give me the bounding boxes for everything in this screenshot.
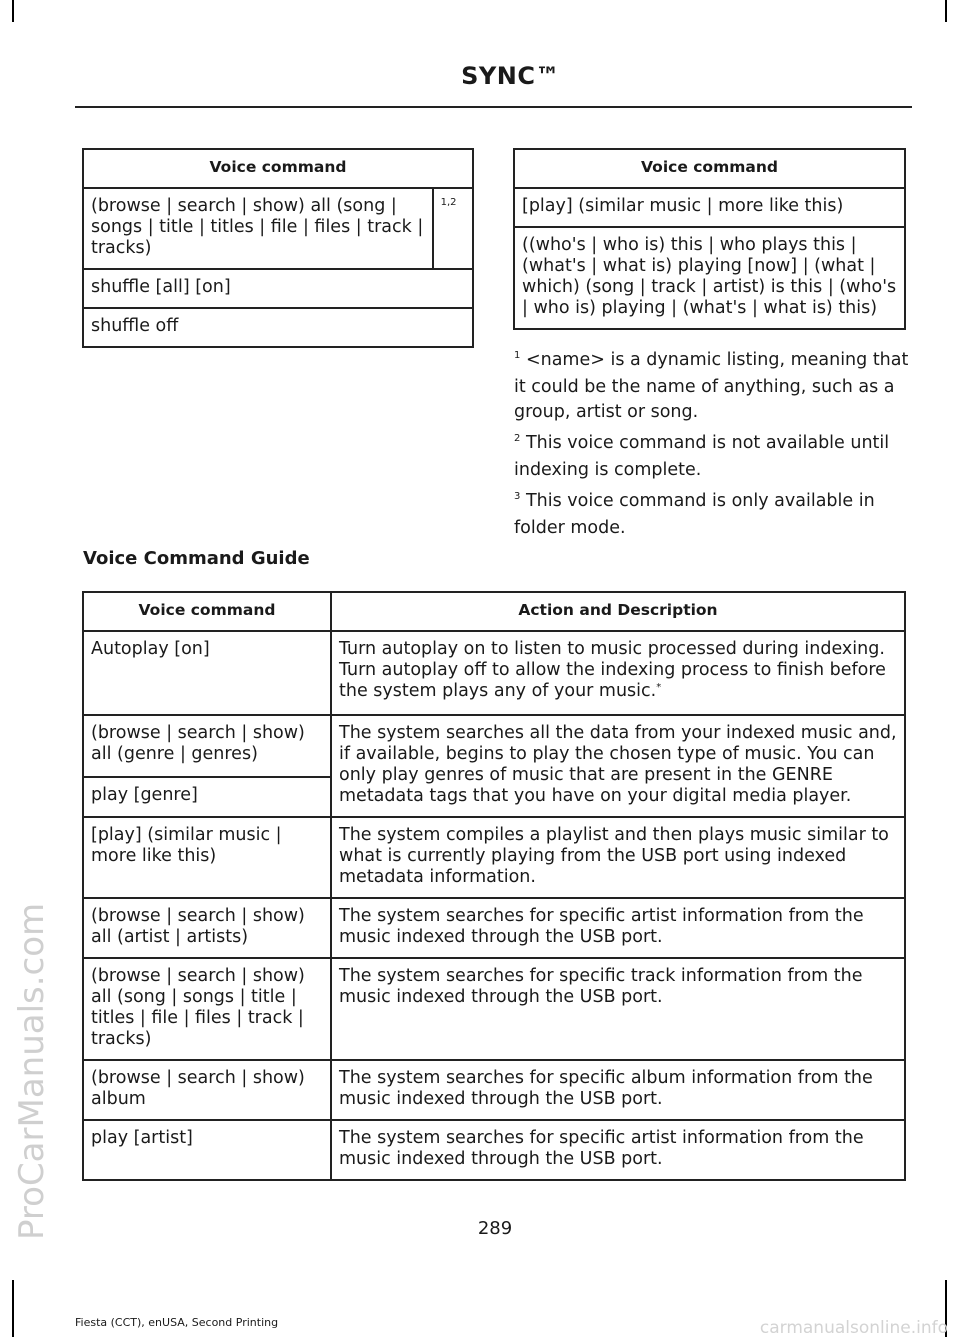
section-heading: Voice Command Guide (83, 548, 310, 569)
action-cell: The system compiles a playlist and then plays music similar to what is currently playing from the USB port using indexed metadata information. (331, 817, 905, 898)
table-row (514, 188, 905, 227)
action-cell: The system searches for specific track information from the music indexed through the USB port. (331, 958, 905, 1060)
table-cell: shuffle off (83, 308, 473, 347)
table-row (83, 898, 905, 958)
table-row (83, 958, 905, 1060)
column-header-action: Action and Description (331, 592, 905, 631)
crop-mark (12, 1280, 14, 1337)
table-header: Voice command (83, 149, 473, 188)
table-cell: shuffle [all] [on] (83, 269, 473, 308)
table-row (514, 227, 905, 329)
table-row (83, 1060, 905, 1120)
table-row (83, 269, 473, 308)
command-cell: (browse | search | show) all (artist | artists) (83, 898, 331, 958)
crop-mark (12, 0, 14, 22)
table-cell: ((who's | who is) this | who plays this | (what's | what is) playing [now] | (what | which) (song | track | artist) is this | (who's | who is) playing | (what's | what is) this) (514, 227, 905, 329)
page-title: SYNC™ (461, 62, 560, 90)
table-cell: [play] (similar music | more like this) (514, 188, 905, 227)
action-cell: The system searches all the data from your indexed music and, if available, begins to play the chosen type of music. You can only play genres of music that are present in the GENRE metadata tags that you have on your digital media player. (331, 715, 905, 817)
footer-watermark: carmanualsonline.info (759, 1318, 948, 1338)
table-cell-note: 1,2 (433, 188, 473, 269)
footnote: $^3$ This voice command is only available in folder mode. (514, 491, 875, 538)
voice-command-table-right (513, 148, 906, 330)
command-cell: play [genre] (83, 777, 331, 817)
footer-edition: Fiesta (CCT), enUSA, Second Printing (75, 1316, 279, 1329)
page-number: 289 (477, 1218, 513, 1239)
command-cell: (browse | search | show) album (83, 1060, 331, 1120)
command-cell: Autoplay [on] (83, 631, 331, 715)
table-header: Voice command (514, 149, 905, 188)
action-cell: The system searches for specific artist information from the music indexed through the USB port. (331, 898, 905, 958)
table-row (83, 308, 473, 347)
action-cell: Turn autoplay on to listen to music processed during indexing. Turn autoplay off to allow the indexing process to finish before the system plays any of your music.* (331, 631, 905, 715)
crop-mark (945, 0, 947, 22)
footnote: $^1$ <name> is a dynamic listing, meaning that it could be the name of anything, such as a group, artist or song. (514, 350, 909, 422)
voice-command-guide-table (82, 591, 906, 1181)
voice-command-table-left (82, 148, 474, 348)
footnote: $^2$ This voice command is not available until indexing is complete. (514, 433, 890, 480)
command-cell: (browse | search | show) all (genre | genres) (83, 715, 331, 777)
table-row (83, 817, 905, 898)
table-cell: (browse | search | show) all (song | songs | title | titles | file | files | track | tracks) (83, 188, 433, 269)
action-cell: The system searches for specific album information from the music indexed through the USB port. (331, 1060, 905, 1120)
table-row (83, 188, 473, 269)
column-header-command: Voice command (83, 592, 331, 631)
action-cell: The system searches for specific artist information from the music indexed through the USB port. (331, 1120, 905, 1180)
footnotes (514, 348, 910, 547)
command-cell: (browse | search | show) all (song | songs | title | titles | file | files | track | tracks) (83, 958, 331, 1060)
table-row (83, 631, 905, 715)
command-cell: [play] (similar music | more like this) (83, 817, 331, 898)
header-divider (75, 106, 912, 108)
side-watermark: ProCarManuals.com (12, 902, 52, 1240)
command-cell: play [artist] (83, 1120, 331, 1180)
table-row (83, 1120, 905, 1180)
table-row (83, 715, 905, 777)
